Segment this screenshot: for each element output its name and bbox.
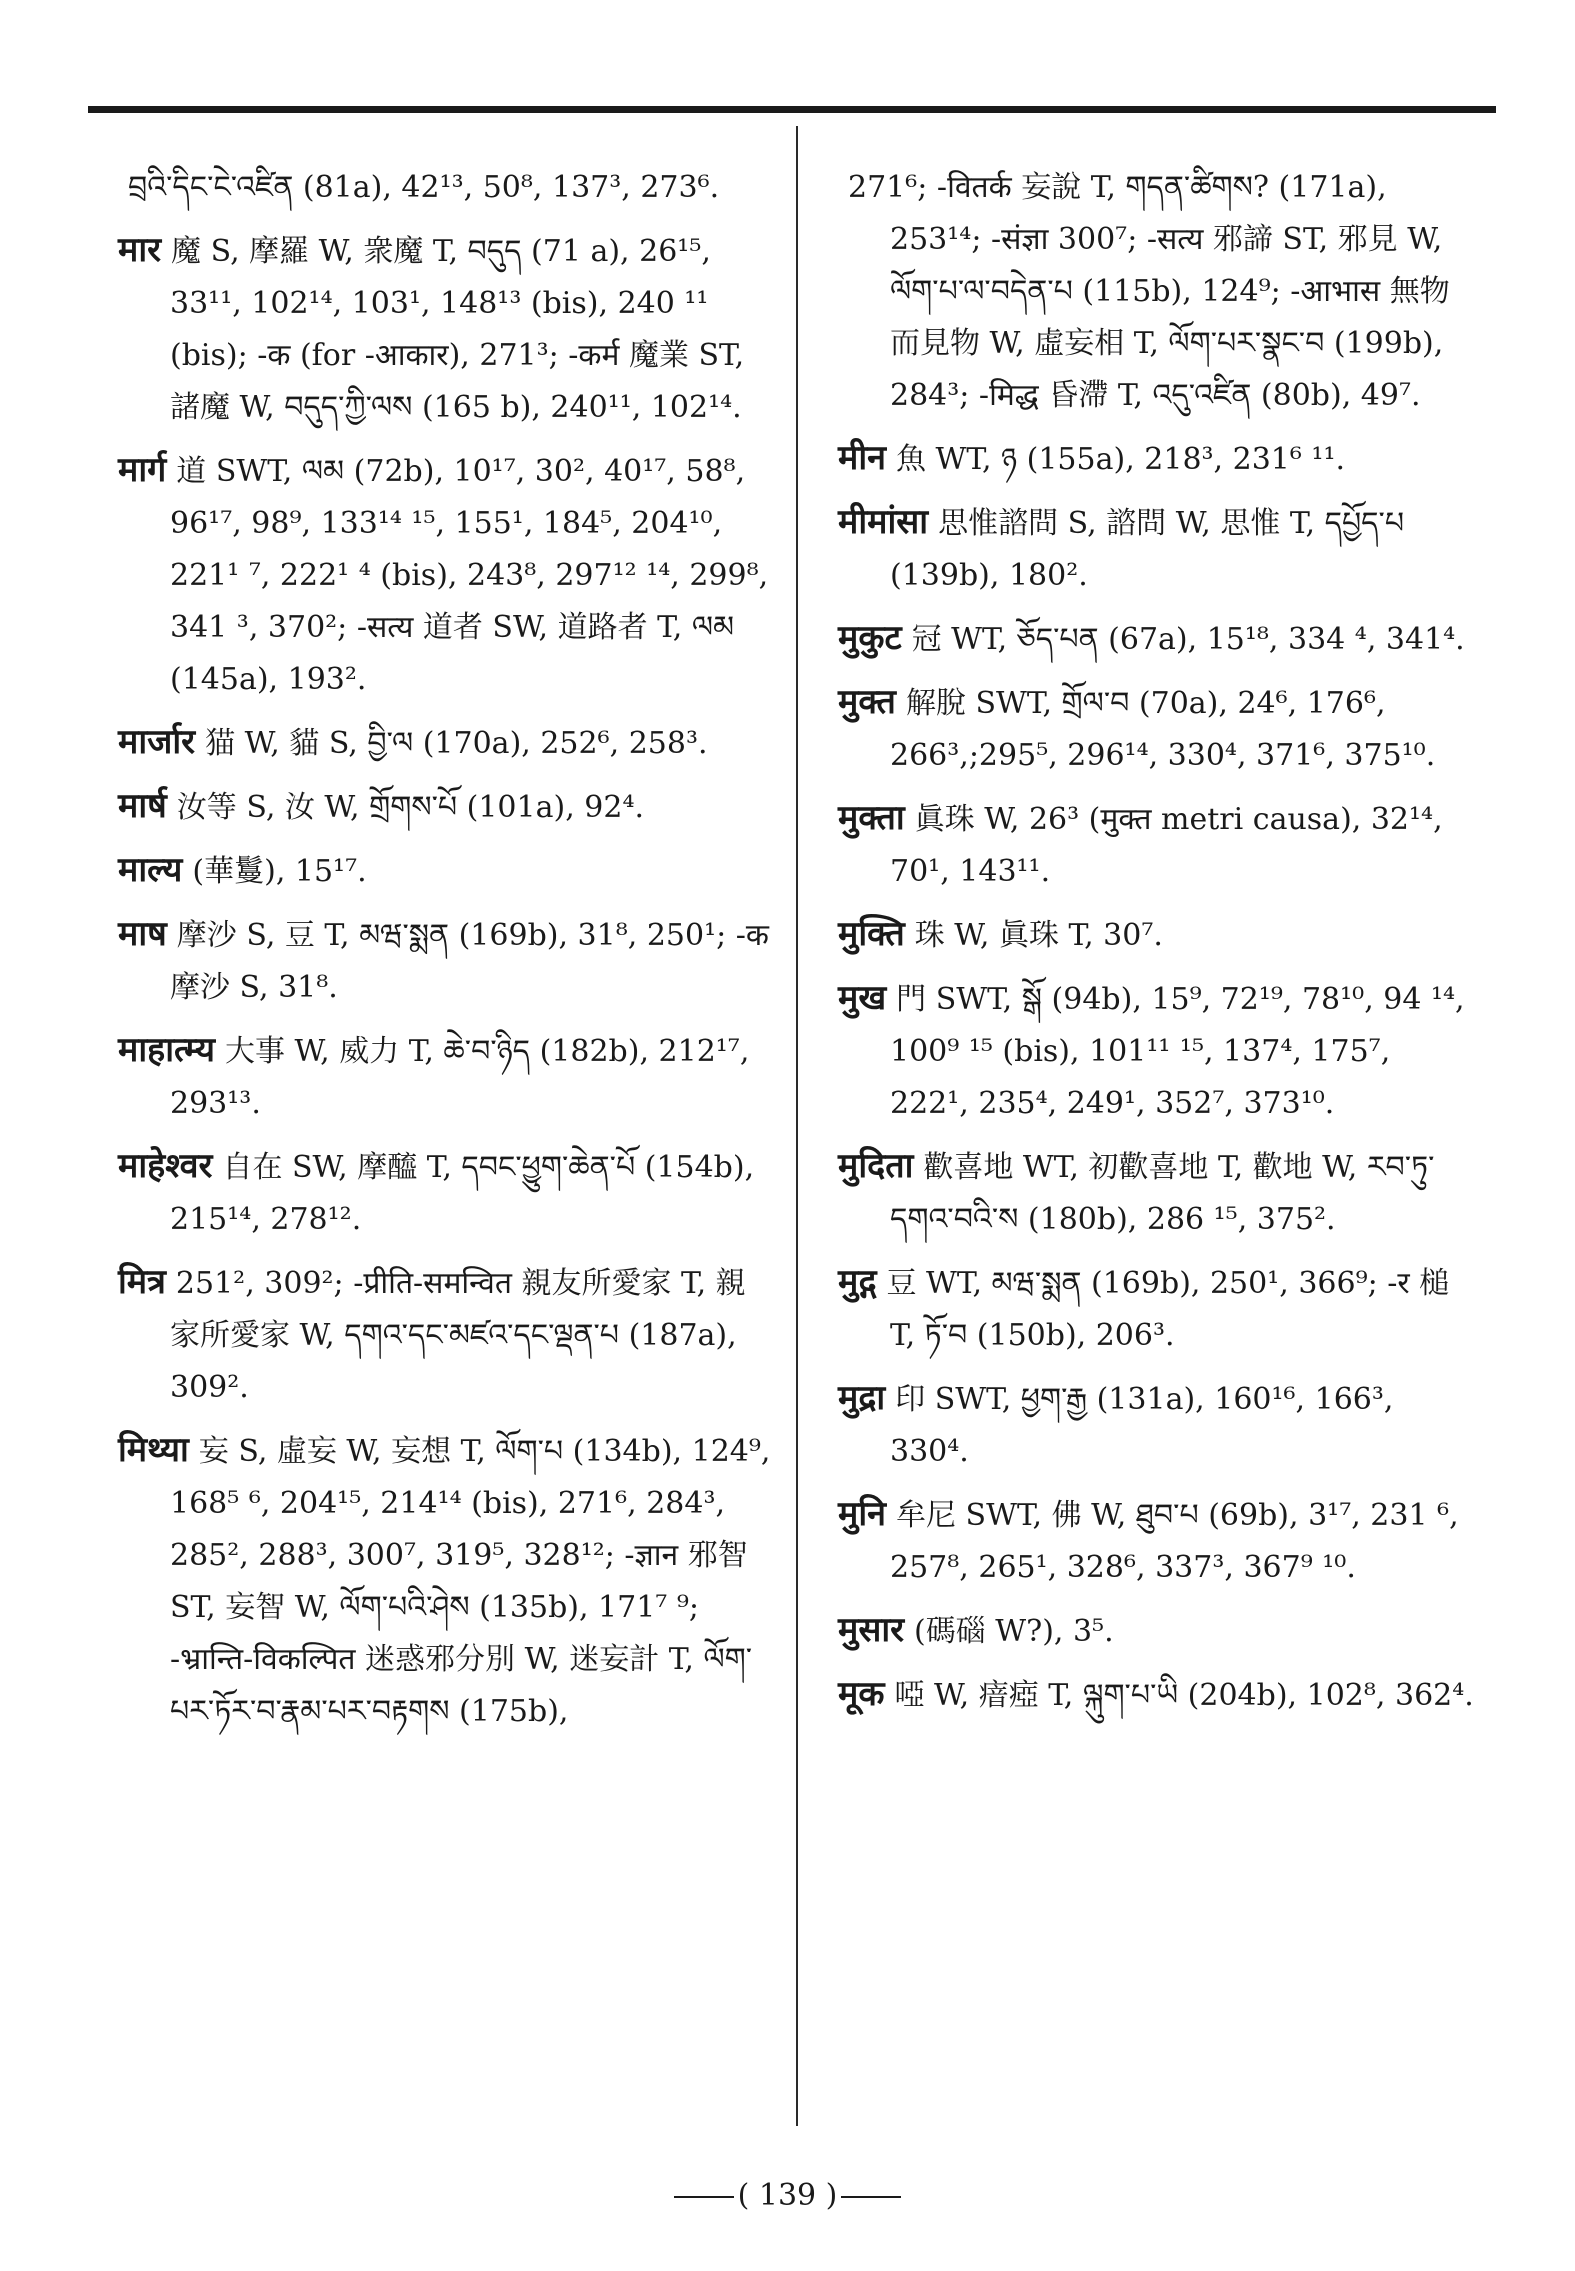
dictionary-entry <box>838 1604 1478 1658</box>
dictionary-entry <box>838 1256 1478 1362</box>
entry-text: 汝等 S, 汝 W, གྲོགས་པོ (101a), 92⁴. <box>176 790 645 825</box>
entry-headword: मुक्ति <box>838 914 905 954</box>
entry-headword: माष <box>118 914 167 954</box>
entry-headword: मार्ष <box>118 786 167 826</box>
dictionary-entry <box>838 1372 1478 1478</box>
entry-text: 自在 SW, 摩醯 T, དབང་ཕྱུག་ཆེན་པོ (154b), 215¹⁴, 278¹². <box>170 1150 755 1237</box>
dictionary-entry <box>118 160 774 214</box>
dictionary-entry <box>838 160 1478 422</box>
dictionary-entry <box>118 716 774 770</box>
dictionary-entry <box>118 780 774 834</box>
entry-headword: मुक्ता <box>838 798 905 838</box>
entry-headword: मार <box>118 230 162 270</box>
entry-text: བྲའི་དིང་ངེ་འཛིན (81a), 42¹³, 50⁸, 137³, 273⁶. <box>128 170 720 205</box>
entry-headword: मूक <box>838 1674 885 1714</box>
entry-text: 摩沙 S, 豆 T, མཝ་སྨན (169b), 31⁸, 250¹; -क 摩沙 S, 31⁸. <box>170 918 769 1005</box>
entry-headword: मुद्ग <box>838 1262 877 1302</box>
dictionary-entry <box>838 496 1478 602</box>
entry-headword: मुद्रा <box>838 1378 886 1418</box>
page-number-dash-right <box>841 2196 901 2198</box>
entry-text: 歡喜地 WT, 初歡喜地 T, 歡地 W, རབ་ཏུ་དགའ་བའི་ས (180b), 286 ¹⁵, 375². <box>890 1150 1435 1237</box>
entry-headword: मीन <box>838 438 887 478</box>
entry-headword: मुदिता <box>838 1146 914 1186</box>
entry-headword: मीमांसा <box>838 502 929 542</box>
entry-text: 妄 S, 虛妄 W, 妄想 T, ལོག་པ (134b), 124⁹, 168⁵ ⁶, 204¹⁵, 214¹⁴ (bis), 271⁶, 284³, 285², 288³, 300⁷, 319⁵, 328¹²; -ज्ञान 邪智 ST, 妄智 W, ལོག་པའི་ཤེས (135b), 171⁷ ⁹; -भ्रान्ति-विकल्पित 迷惑邪分別 W, 迷妄計 T, ལོག་པར་ཏོར་བ་རྣམ་པར་བརྟགས (175b), <box>170 1434 771 1729</box>
entry-headword: मिथ्या <box>118 1430 189 1470</box>
dictionary-entry <box>118 1140 774 1246</box>
entry-headword: मित्र <box>118 1262 166 1302</box>
page-number-value: 139 <box>758 2178 817 2213</box>
entry-text: 牟尼 SWT, 佛 W, ཐུབ་པ (69b), 3¹⁷, 231 ⁶, 257⁸, 265¹, 328⁶, 337³, 367⁹ ¹⁰. <box>890 1498 1459 1585</box>
entry-text: 啞 W, 瘖瘂 T, ལྐུག་པ་ཡི (204b), 102⁸, 362⁴. <box>894 1678 1474 1713</box>
entry-headword: माल्य <box>118 850 183 890</box>
entry-text: 印 SWT, ཕྱག་རྒྱ (131a), 160¹⁶, 166³, 330⁴. <box>890 1382 1394 1469</box>
entry-headword: मुख <box>838 978 887 1018</box>
entry-headword: मार्जार <box>118 722 196 762</box>
entry-headword: मुकुट <box>838 618 902 658</box>
dictionary-entry <box>838 792 1478 898</box>
entry-text: 猫 W, 貓 S, བྱི་ལ (170a), 252⁶, 258³. <box>205 726 708 761</box>
entry-headword: मुसार <box>838 1610 905 1650</box>
entry-headword: माहेश्वर <box>118 1146 213 1186</box>
entry-text: 271⁶; -वितर्क 妄說 T, གདན་ཚིགས? (171a), 253¹⁴; -संज्ञा 300⁷; -सत्य 邪諦 ST, 邪見 W, ལོག་པ་ལ་བདེན་པ (115b), 124⁹; -आभास 無物而見物 W, 虛妄相 T, ལོག་པར་སྣང་བ (199b), 284³; -मिद्ध 昏滯 T, འདུ་འཛིན (80b), 49⁷. <box>848 170 1450 413</box>
dictionary-entry <box>838 908 1478 962</box>
page-number: ( 139 ) <box>0 2178 1575 2213</box>
entry-headword: मुनि <box>838 1494 887 1534</box>
entry-headword: माहात्म्य <box>118 1030 216 1070</box>
entry-text: 眞珠 W, 26³ (मुक्त metri causa), 32¹⁴, 70¹, 143¹¹. <box>890 802 1443 889</box>
column-divider <box>796 126 798 2126</box>
entry-text: (華鬘), 15¹⁷. <box>192 854 367 889</box>
entry-text: 魚 WT, ཉ (155a), 218³, 231⁶ ¹¹. <box>896 442 1346 477</box>
dictionary-entry <box>838 432 1478 486</box>
dictionary-entry <box>838 1140 1478 1246</box>
dictionary-entry <box>118 1424 774 1738</box>
dictionary-entry <box>838 676 1478 782</box>
top-rule <box>88 106 1496 113</box>
dictionary-entry <box>118 444 774 706</box>
entry-text: 魔 S, 摩羅 W, 衆魔 T, བདུད (71 a), 26¹⁵, 33¹¹, 102¹⁴, 103¹, 148¹³ (bis), 240 ¹¹ (bis); -क (for -आकार), 271³; -कर्म 魔業 ST, 諸魔 W, བདུད་ཀྱི་ལས (165 b), 240¹¹, 102¹⁴. <box>170 234 745 425</box>
entry-text: 珠 W, 眞珠 T, 30⁷. <box>914 918 1163 953</box>
dictionary-entry <box>118 1256 774 1414</box>
dictionary-entry <box>838 1668 1478 1722</box>
dictionary-entry <box>118 844 774 898</box>
entry-text: (碼碯 W?), 3⁵. <box>914 1614 1114 1649</box>
left-column <box>118 160 774 1748</box>
entry-text: 大事 W, 威力 T, ཆེ་བ་ཉིད (182b), 212¹⁷, 293¹³. <box>170 1034 750 1121</box>
dictionary-entry <box>838 972 1478 1130</box>
entry-text: 解脫 SWT, གྲོལ་བ (70a), 24⁶, 176⁶, 266³,;295⁵, 296¹⁴, 330⁴, 371⁶, 375¹⁰. <box>890 686 1436 773</box>
dictionary-entry <box>118 224 774 434</box>
entry-text: 冠 WT, ཅོད་པན (67a), 15¹⁸, 334 ⁴, 341⁴. <box>911 622 1465 657</box>
entry-text: 思惟諮問 S, 諮問 W, 思惟 T, དཔྱོད་པ (139b), 180². <box>890 506 1405 593</box>
entry-text: 道 SWT, ལམ (72b), 10¹⁷, 30², 40¹⁷, 58⁸, 96¹⁷, 98⁹, 133¹⁴ ¹⁵, 155¹, 184⁵, 204¹⁰, 221¹ ⁷, 222¹ ⁴ (bis), 243⁸, 297¹² ¹⁴, 299⁸, 341 ³, 370²; -सत्य 道者 SW, 道路者 T, ལམ (145a), 193². <box>170 454 769 697</box>
entry-headword: मार्ग <box>118 450 167 490</box>
dictionary-entry <box>118 908 774 1014</box>
entry-headword: मुक्त <box>838 682 896 722</box>
entry-text: 門 SWT, སྒོ (94b), 15⁹, 72¹⁹, 78¹⁰, 94 ¹⁴, 100⁹ ¹⁵ (bis), 101¹¹ ¹⁵, 137⁴, 175⁷, 222¹, 235⁴, 249¹, 352⁷, 373¹⁰. <box>890 982 1465 1121</box>
page-number-dash-left <box>674 2196 734 2198</box>
dictionary-entry <box>838 612 1478 666</box>
dictionary-entry <box>118 1024 774 1130</box>
entry-text: 豆 WT, མཝ་སྨན (169b), 250¹, 366⁹; -र 槌 T, ཏོ་བ (150b), 206³. <box>886 1266 1450 1353</box>
right-column <box>838 160 1478 1732</box>
entry-text: 251², 309²; -प्रीति-समन्वित 親友所愛家 T, 親家所愛家 W, དགའ་དང་མཛའ་དང་ལྡན་པ (187a), 309². <box>170 1266 746 1405</box>
dictionary-entry <box>838 1488 1478 1594</box>
